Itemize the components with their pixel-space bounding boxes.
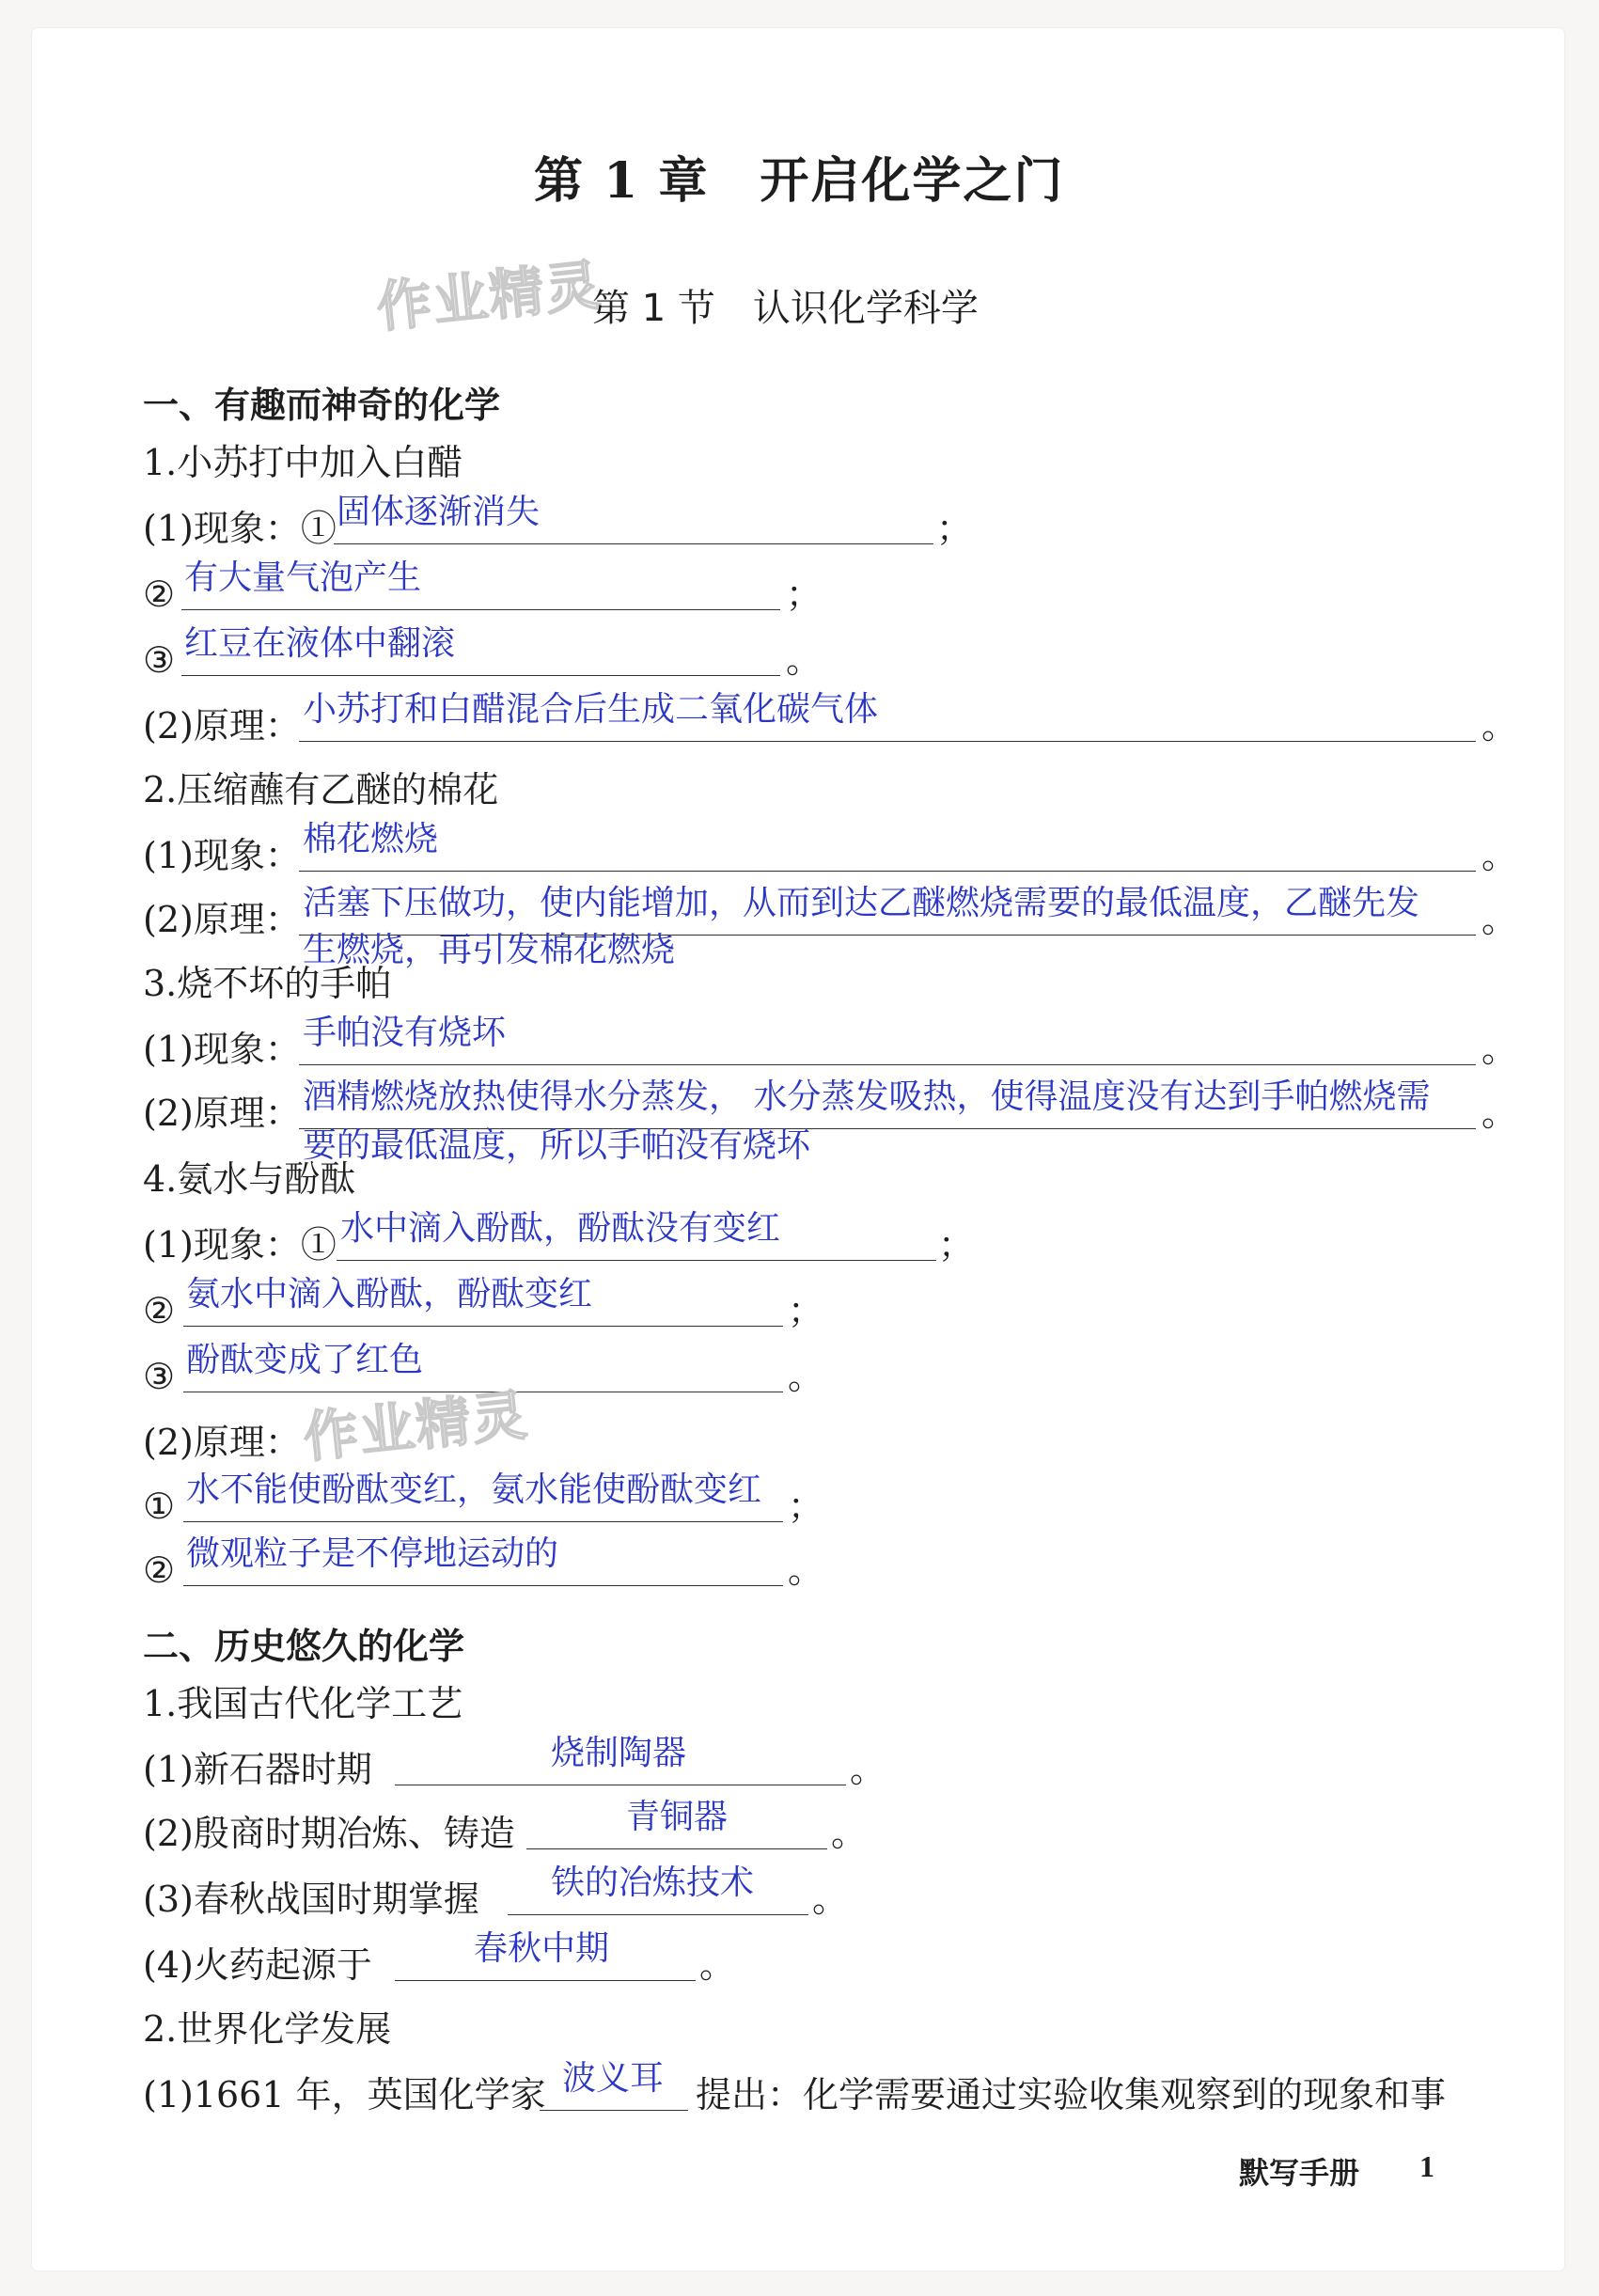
item1-principle-line — [299, 741, 1476, 742]
footer-book-title: 默写手册 — [1239, 2155, 1360, 2191]
item1-phenomenon-label: (1)现象：① — [143, 508, 337, 549]
item3-principle-answer-line1: 酒精燃烧放热使得水分蒸发， 水分蒸发吸热，使得温度没有达到手帕燃烧需 — [303, 1077, 1431, 1116]
q3-answer: 铁的冶炼技术 — [551, 1864, 755, 1902]
mark-3: ③ — [143, 1356, 176, 1397]
q3-label: (3)春秋战国时期掌握 — [143, 1879, 479, 1920]
item4-principle-b: 微观粒子是不停地运动的 — [186, 1534, 559, 1573]
page-number: 1 — [1419, 2149, 1434, 2183]
period: 。 — [831, 1813, 868, 1854]
item1-principle-answer: 小苏打和白醋混合后生成二氧化碳气体 — [303, 690, 879, 729]
item3-phenomenon-label: (1)现象： — [143, 1029, 301, 1070]
part2-heading: 二、历史悠久的化学 — [143, 1626, 465, 1667]
item4-principle-a: 水不能使酚酞变红，氨水能使酚酞变红 — [186, 1470, 762, 1509]
period: 。 — [1481, 705, 1518, 747]
item2-principle-answer-line2: 生燃烧，再引发棉花燃烧 — [303, 931, 676, 969]
q5-label: (1)1661 年，英国化学家 — [143, 2074, 546, 2115]
q4-line — [395, 1980, 696, 1981]
item3-phenomenon-line — [299, 1064, 1476, 1065]
item2-principle-label: (2)原理： — [143, 899, 301, 940]
mark-2: ② — [143, 1290, 176, 1331]
item3-principle-label: (2)原理： — [143, 1093, 301, 1134]
item4-title: 4.氨水与酚酞 — [143, 1158, 356, 1200]
q5-tail: 提出：化学需要通过实验收集观察到的现象和事 — [696, 2074, 1447, 2115]
part2-item2-title: 2.世界化学发展 — [143, 2008, 392, 2050]
item1-line-c — [181, 675, 780, 676]
item4-principle-line-a — [183, 1521, 783, 1522]
item4-answer-a: 水中滴入酚酞，酚酞没有变红 — [340, 1209, 781, 1248]
item4-phenomenon-label: (1)现象：① — [143, 1224, 337, 1266]
part1-heading: 一、有趣而神奇的化学 — [143, 385, 501, 426]
section-title: 第 1 节 认识化学科学 — [592, 287, 979, 330]
semicolon: ； — [938, 1224, 975, 1266]
item1-line-b — [181, 609, 780, 610]
item3-principle-answer-line2: 要的最低温度，所以手帕没有烧坏 — [303, 1126, 811, 1165]
q2-label: (2)殷商时期冶炼、铸造 — [143, 1813, 515, 1854]
q2-answer: 青铜器 — [626, 1798, 729, 1836]
period: 。 — [788, 1356, 824, 1397]
q4-answer: 春秋中期 — [474, 1929, 610, 1968]
period: 。 — [1481, 1093, 1518, 1134]
mark-2: ② — [143, 574, 176, 615]
mark-1: ① — [143, 1486, 176, 1527]
item4-line-a — [337, 1260, 936, 1261]
q1-answer: 烧制陶器 — [551, 1734, 687, 1772]
item1-answer-c: 红豆在液体中翻滚 — [184, 624, 456, 663]
item4-principle-label: (2)原理： — [143, 1422, 301, 1463]
period: 。 — [812, 1879, 849, 1920]
period: 。 — [699, 1944, 736, 1986]
item1-answer-a: 固体逐渐消失 — [337, 493, 541, 531]
item2-principle-answer-line1: 活塞下压做功，使内能增加，从而到达乙醚燃烧需要的最低温度，乙醚先发 — [303, 884, 1420, 922]
item4-answer-c: 酚酞变成了红色 — [186, 1341, 424, 1379]
item1-title: 1.小苏打中加入白醋 — [143, 442, 463, 483]
watermark-top: 作业精灵 — [373, 252, 605, 340]
period: 。 — [1481, 835, 1518, 876]
period: 。 — [786, 639, 823, 681]
item2-phenomenon-line — [299, 871, 1476, 872]
mark-2: ② — [143, 1549, 176, 1591]
item4-line-b — [183, 1326, 783, 1327]
part2-item1-title: 1.我国古代化学工艺 — [143, 1683, 463, 1724]
item1-principle-label: (2)原理： — [143, 705, 301, 747]
item3-phenomenon-answer: 手帕没有烧坏 — [303, 1014, 507, 1052]
item4-principle-line-b — [183, 1585, 783, 1586]
item1-line-a — [334, 543, 933, 544]
q5-answer: 波义耳 — [562, 2059, 665, 2098]
watermark-middle: 作业精灵 — [300, 1382, 532, 1470]
period: 。 — [850, 1749, 886, 1790]
item3-title: 3.烧不坏的手帕 — [143, 963, 392, 1004]
semicolon: ； — [788, 1290, 824, 1331]
item2-title: 2.压缩蘸有乙醚的棉花 — [143, 769, 499, 810]
q4-label: (4)火药起源于 — [143, 1944, 372, 1986]
item4-answer-b: 氨水中滴入酚酞，酚酞变红 — [186, 1275, 593, 1313]
item2-phenomenon-label: (1)现象： — [143, 835, 301, 876]
semicolon: ； — [936, 508, 973, 549]
chapter-title: 第 1 章 开启化学之门 — [534, 152, 1065, 210]
q3-line — [508, 1914, 808, 1915]
period: 。 — [1481, 1029, 1518, 1070]
q5-line — [540, 2110, 688, 2111]
semicolon: ； — [788, 1486, 824, 1527]
mark-3: ③ — [143, 639, 176, 681]
period: 。 — [1481, 899, 1518, 940]
q2-line — [526, 1848, 827, 1849]
period: 。 — [788, 1549, 824, 1591]
item1-answer-b: 有大量气泡产生 — [184, 558, 422, 597]
item2-phenomenon-answer: 棉花燃烧 — [303, 820, 439, 858]
q1-label: (1)新石器时期 — [143, 1749, 372, 1790]
semicolon: ； — [786, 574, 823, 615]
